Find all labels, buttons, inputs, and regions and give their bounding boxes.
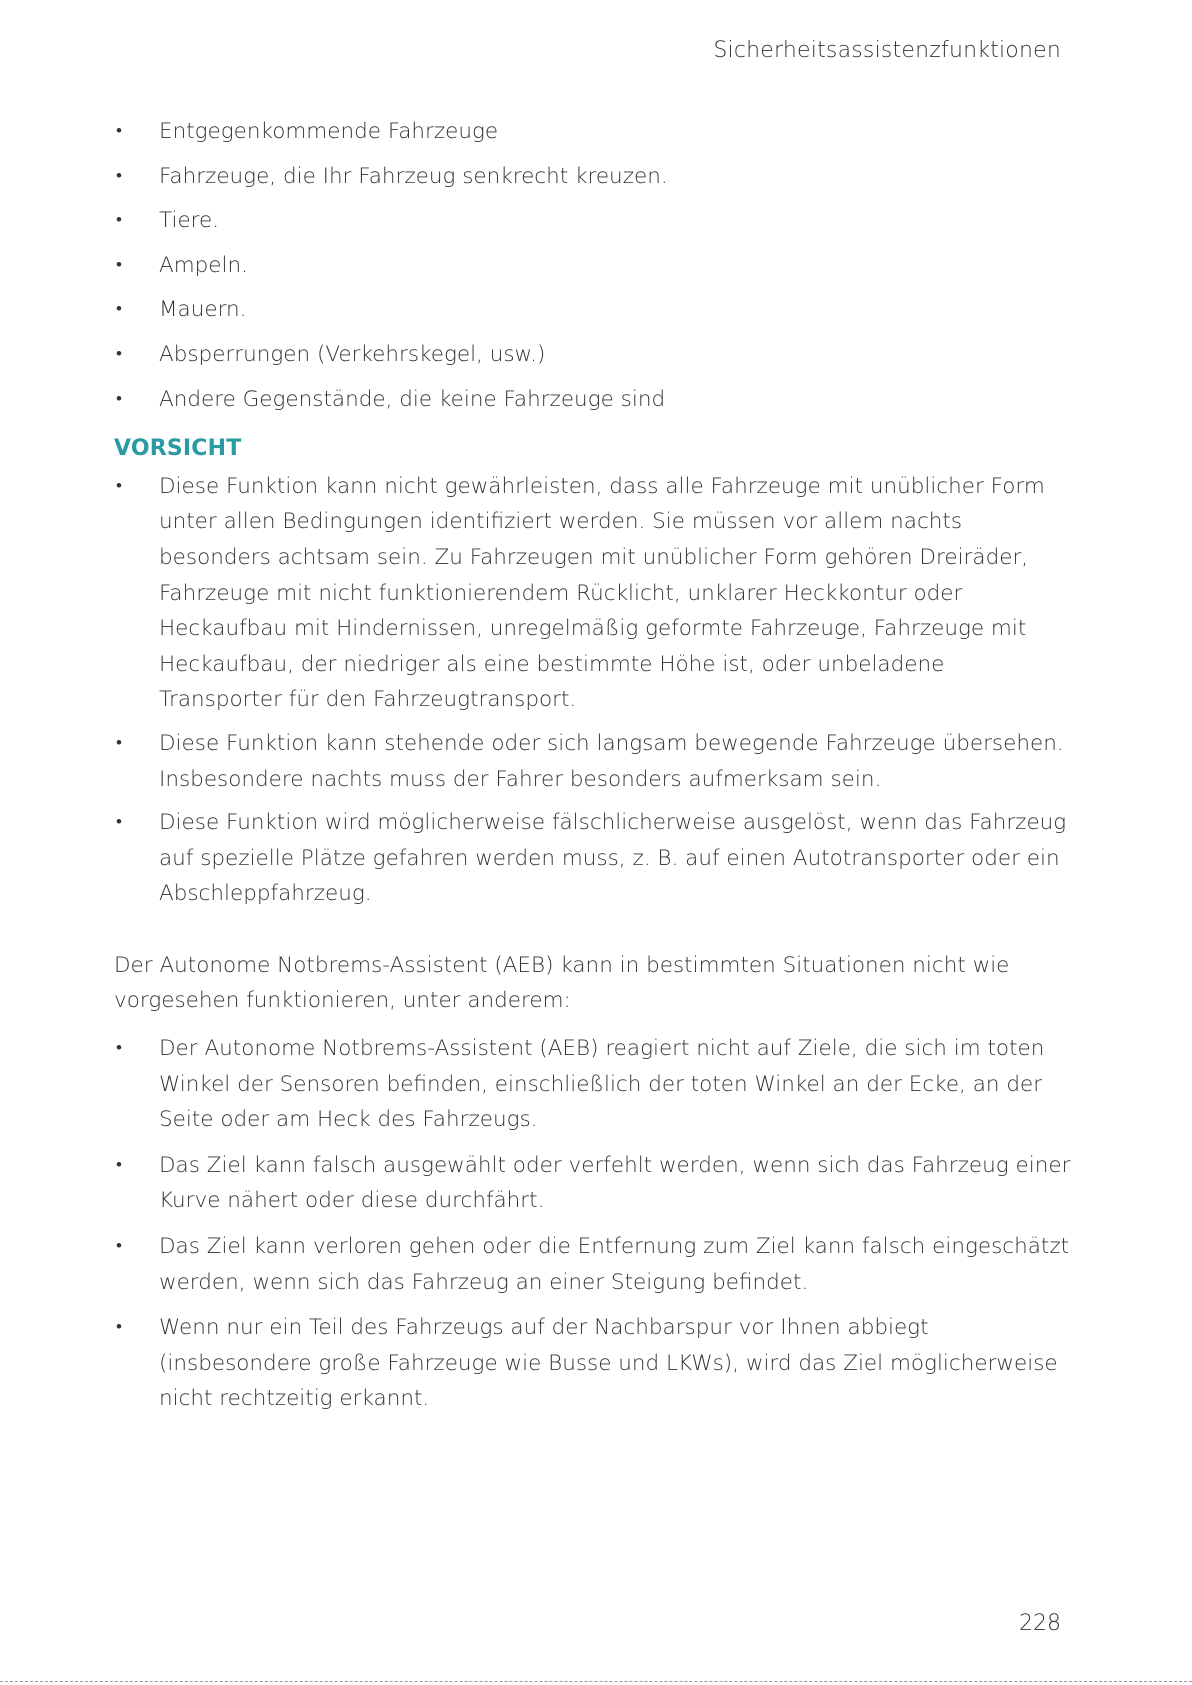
list-item: • Absperrungen (Verkehrskegel, usw.) [114, 337, 1074, 373]
aeb-intro-paragraph: Der Autonome Notbrems-Assistent (AEB) kann in bestimmten Situationen nicht wie vorgesehen funktionieren, unter anderem: [114, 952, 1010, 1014]
aeb-limitations-list [114, 1031, 1074, 1417]
list-item: • Fahrzeuge, die Ihr Fahrzeug senkrecht kreuzen. [114, 159, 1074, 195]
list-item: • Mauern. [114, 292, 1074, 328]
list-item: • Wenn nur ein Teil des Fahrzeugs auf der Nachbarspur vor Ihnen abbiegt (insbesondere große Fahrzeuge wie Busse und LKWs), wird das Ziel möglicherweise nicht rechtzeitig erkannt. [114, 1310, 1074, 1417]
not-detected-list [114, 114, 1074, 417]
page-bottom-divider [0, 1681, 1192, 1682]
list-item: • Diese Funktion kann nicht gewährleisten, dass alle Fahrzeuge mit unüblicher Form unter allen Bedingungen identifiziert werden. Sie müssen vor allem nachts besonders achtsam sein. Zu Fahrzeugen mit unüblicher Form gehören Dreiräder, Fahrzeuge mit nicht funktionierendem Rücklicht, unklarer Heckkontur oder Heckaufbau mit Hindernissen, unregelmäßig geformte Fahrzeuge, Fahrzeuge mit Heckaufbau, der niedriger als eine bestimmte Höhe ist, oder unbeladene Transporter für den Fahrzeugtransport. [114, 469, 1074, 718]
list-item: • Tiere. [114, 203, 1074, 239]
caution-heading: VORSICHT [114, 436, 242, 462]
page-number: 228 [1019, 1611, 1061, 1636]
list-item: • Das Ziel kann verloren gehen oder die Entfernung zum Ziel kann falsch eingeschätzt werden, wenn sich das Fahrzeug an einer Steigung befindet. [114, 1229, 1074, 1300]
list-item: • Andere Gegenstände, die keine Fahrzeuge sind [114, 382, 1074, 418]
list-item: • Entgegenkommende Fahrzeuge [114, 114, 1074, 150]
list-item: • Ampeln. [114, 248, 1074, 284]
page-header-title: Sicherheitsassistenzfunktionen [713, 38, 1061, 63]
list-item: • Diese Funktion wird möglicherweise fälschlicherweise ausgelöst, wenn das Fahrzeug auf spezielle Plätze gefahren werden muss, z. B. auf einen Autotransporter oder ein Abschleppfahrzeug. [114, 805, 1074, 912]
caution-list [114, 469, 1074, 912]
list-item: • Der Autonome Notbrems-Assistent (AEB) reagiert nicht auf Ziele, die sich im toten Winkel der Sensoren befinden, einschließlich der toten Winkel an der Ecke, an der Seite oder am Heck des Fahrzeugs. [114, 1031, 1074, 1138]
list-item: • Das Ziel kann falsch ausgewählt oder verfehlt werden, wenn sich das Fahrzeug einer Kurve nähert oder diese durchfährt. [114, 1148, 1074, 1219]
page-content [114, 114, 1074, 1427]
list-item: • Diese Funktion kann stehende oder sich langsam bewegende Fahrzeuge übersehen. Insbesondere nachts muss der Fahrer besonders aufmerksam sein. [114, 726, 1074, 797]
